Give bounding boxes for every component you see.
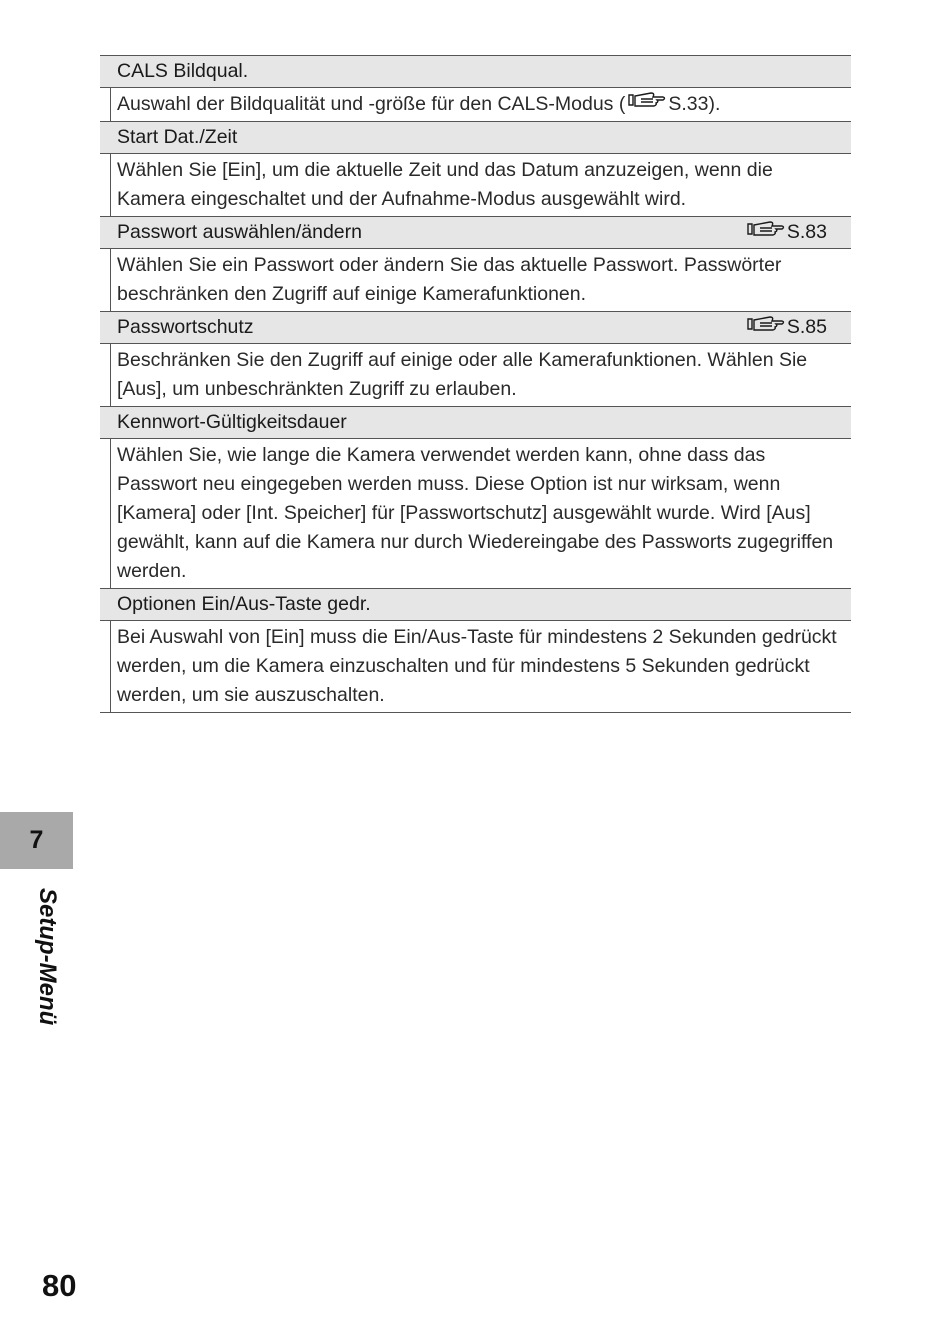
pointing-hand-icon xyxy=(746,218,786,249)
page-reference-link[interactable]: S.33 xyxy=(668,93,709,115)
description-text: Beschränken Sie den Zugriff auf einige oder alle Kamerafunktionen. Wählen Sie [Aus], um unbeschränkten Zugriff zu erlauben. xyxy=(117,349,808,401)
setting-description-power-button-options xyxy=(110,621,851,713)
setting-title-text: Passwort auswählen/ändern xyxy=(117,221,362,244)
setting-title-start-date-time xyxy=(100,122,851,154)
description-text: Bei Auswahl von [Ein] muss die Ein/Aus-Taste für mindestens 2 Sekunden gedrückt werden, um die Kamera einzuschalten und für mindestens 5 Sekunden gedrückt werden, um sie auszuschalten. xyxy=(117,626,837,707)
page-reference-text: S.83 xyxy=(786,221,827,244)
settings-table xyxy=(100,55,851,713)
chapter-title: Setup-Menü xyxy=(34,888,61,1026)
pointing-hand-icon xyxy=(746,313,786,344)
page-reference[interactable] xyxy=(746,217,827,248)
description-text: Auswahl der Bildqualität und -größe für den CALS-Modus ( xyxy=(117,93,626,115)
setting-title-password-validity xyxy=(100,407,851,439)
setting-title-password-protection xyxy=(100,312,851,344)
setting-description-password-protection xyxy=(110,344,851,407)
setting-description-password-validity xyxy=(110,439,851,589)
setting-description-cals-quality xyxy=(110,88,851,122)
setting-description-password-select xyxy=(110,249,851,312)
setting-title-text: Start Dat./Zeit xyxy=(117,126,238,149)
setting-title-text: Optionen Ein/Aus-Taste gedr. xyxy=(117,593,371,616)
setting-title-text: Passwortschutz xyxy=(117,316,254,339)
setting-title-power-button-options xyxy=(100,589,851,621)
setting-title-cals-quality xyxy=(100,56,851,88)
chapter-number-tab: 7 xyxy=(0,812,73,869)
description-text: Wählen Sie, wie lange die Kamera verwendet werden kann, ohne dass das Passwort neu eingegeben werden muss. Diese Option ist nur wirksam, wenn [Kamera] oder [Int. Speicher] für [Passwortschutz] ausgewählt wurde. Wird [Aus] gewählt, kann auf die Kamera nur durch Wiedereingabe des Passworts zugegriffen werden. xyxy=(117,444,834,583)
setting-title-text: Kennwort-Gültigkeitsdauer xyxy=(117,411,347,434)
pointing-hand-icon xyxy=(627,90,667,119)
description-text: Wählen Sie [Ein], um die aktuelle Zeit und das Datum anzuzeigen, wenn die Kamera eingeschaltet und der Aufnahme-Modus ausgewählt wird. xyxy=(117,159,773,211)
page-reference-text: S.85 xyxy=(786,316,827,339)
description-text: Wählen Sie ein Passwort oder ändern Sie das aktuelle Passwort. Passwörter beschränken den Zugriff auf einige Kamerafunktionen. xyxy=(117,254,782,306)
setting-description-start-date-time xyxy=(110,154,851,217)
page-reference[interactable] xyxy=(746,312,827,343)
setting-title-text: CALS Bildqual. xyxy=(117,60,249,82)
page-number: 80 xyxy=(42,1268,77,1303)
setting-title-password-select xyxy=(100,217,851,249)
description-text-tail: ). xyxy=(708,93,721,115)
